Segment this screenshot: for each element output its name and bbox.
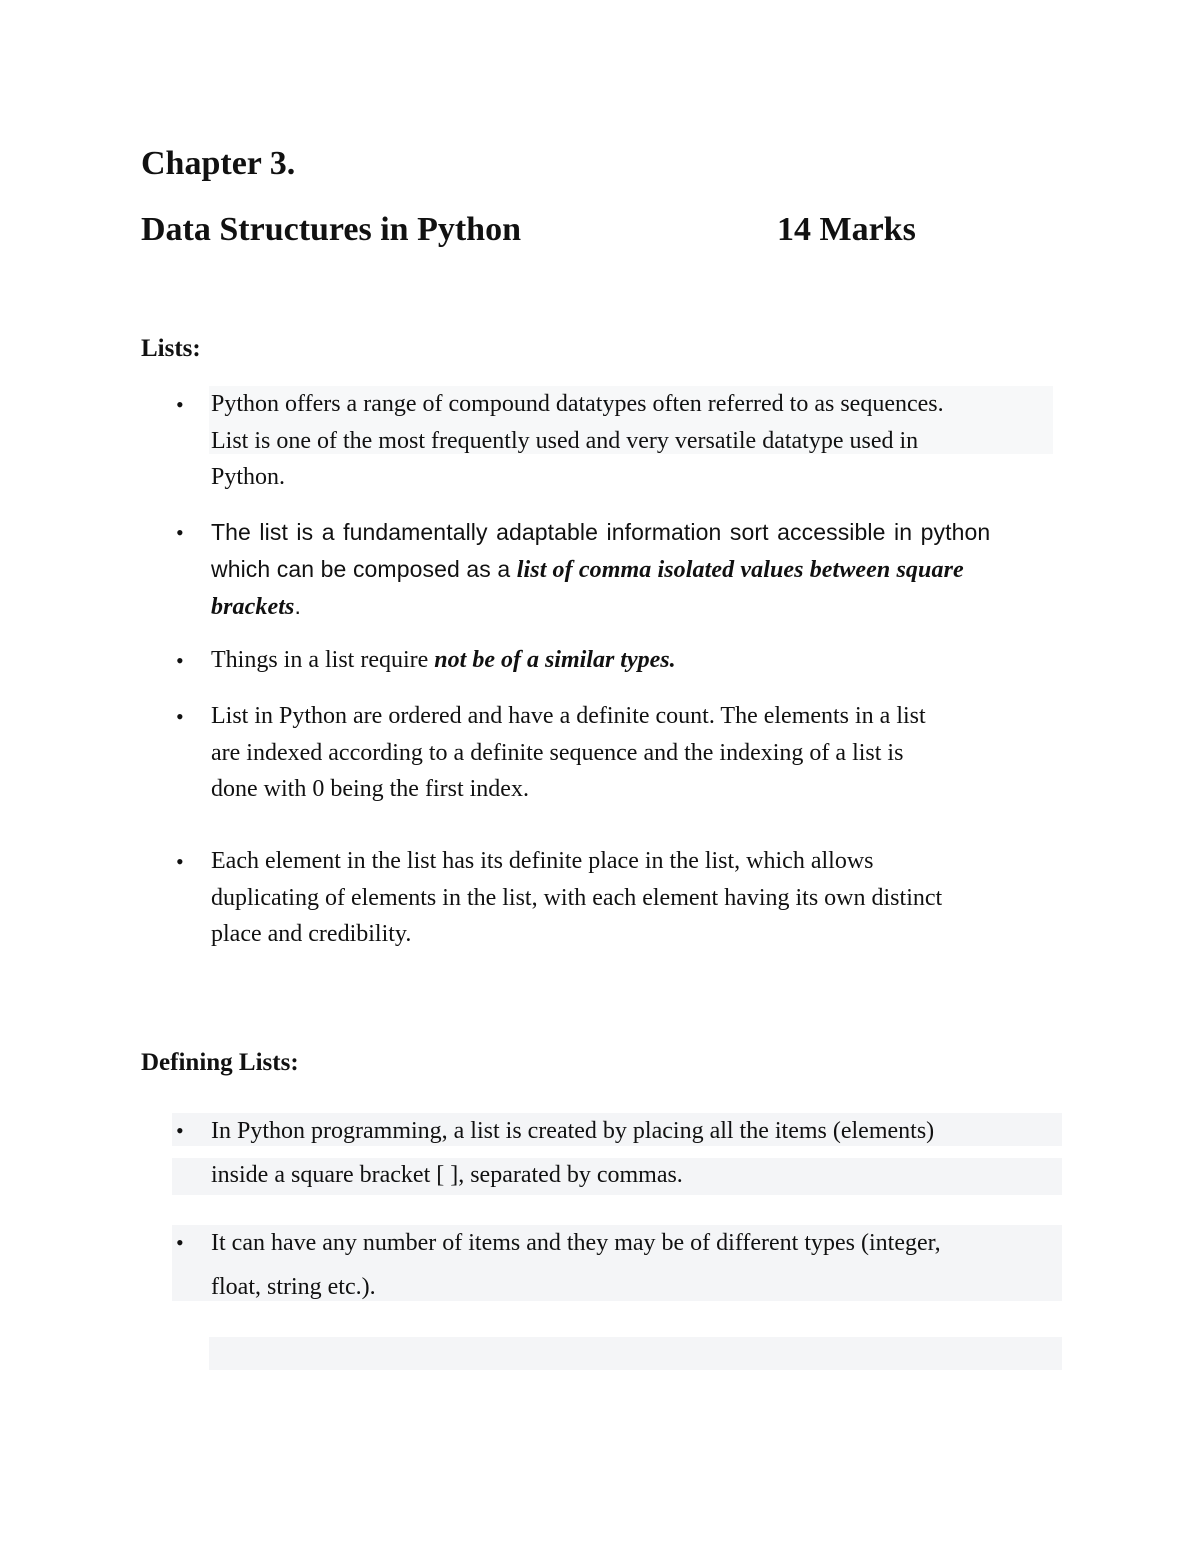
list-item-line	[211, 588, 1059, 626]
bullet-icon: •	[176, 849, 184, 874]
list-item-line: List is one of the most frequently used and very versatile datatype used in	[211, 427, 919, 454]
list-item-line: inside a square bracket [ ], separated by commas.	[211, 1162, 683, 1188]
list-item	[211, 514, 1059, 626]
list-item	[211, 642, 676, 679]
emphasis-text: list of comma isolated values between square	[516, 556, 964, 583]
marks-label: 14 Marks	[777, 211, 916, 248]
emphasis-text: not be of a similar types.	[434, 647, 676, 673]
list-item-line	[211, 551, 1059, 589]
list-item-text: Things in a list require	[211, 647, 435, 673]
emphasis-text: brackets	[211, 594, 295, 620]
list-item	[211, 1109, 934, 1197]
list-item-line: Python offers a range of compound datatypes often referred to as sequences.	[211, 391, 944, 417]
list-item-line: List in Python are ordered and have a definite count. The elements in a list	[211, 703, 926, 729]
bullet-icon: •	[176, 1118, 184, 1143]
list-item-line: are indexed according to a definite sequence and the indexing of a list is	[211, 739, 904, 766]
bullet-icon: •	[176, 704, 184, 729]
list-item-line	[211, 642, 676, 679]
list-item-line: place and credibility.	[211, 921, 412, 947]
list-item	[211, 1221, 941, 1309]
bullet-icon: •	[176, 1230, 184, 1255]
list-item-line: Python.	[211, 464, 286, 490]
list-item	[211, 386, 944, 496]
list-item	[211, 843, 942, 953]
list-item-line: The list is a fundamentally adaptable information sort accessible in python	[211, 519, 991, 545]
bullet-icon: •	[176, 520, 184, 545]
list-item-line: float, string etc.).	[211, 1274, 376, 1300]
list-item-text: .	[294, 593, 301, 619]
defining-lists-heading: Defining Lists:	[141, 1049, 299, 1076]
list-item-line: It can have any number of items and they may be of different types (integer,	[211, 1230, 941, 1256]
list-item-text: which can be composed as a	[211, 555, 517, 582]
highlight-band	[209, 1337, 1062, 1370]
bullet-icon: •	[176, 648, 184, 673]
list-item-line: done with 0 being the first index.	[211, 776, 529, 802]
list-item	[211, 698, 926, 808]
bullet-icon: •	[176, 392, 184, 417]
lists-heading: Lists:	[141, 335, 201, 362]
list-item-line: duplicating of elements in the list, with each element having its own distinct	[211, 884, 943, 911]
list-item-line: Each element in the list has its definite place in the list, which allows	[211, 848, 874, 874]
chapter-title: Chapter 3.	[141, 145, 296, 182]
subject-title: Data Structures in Python	[141, 211, 521, 248]
list-item-line: In Python programming, a list is created by placing all the items (elements)	[211, 1118, 935, 1144]
